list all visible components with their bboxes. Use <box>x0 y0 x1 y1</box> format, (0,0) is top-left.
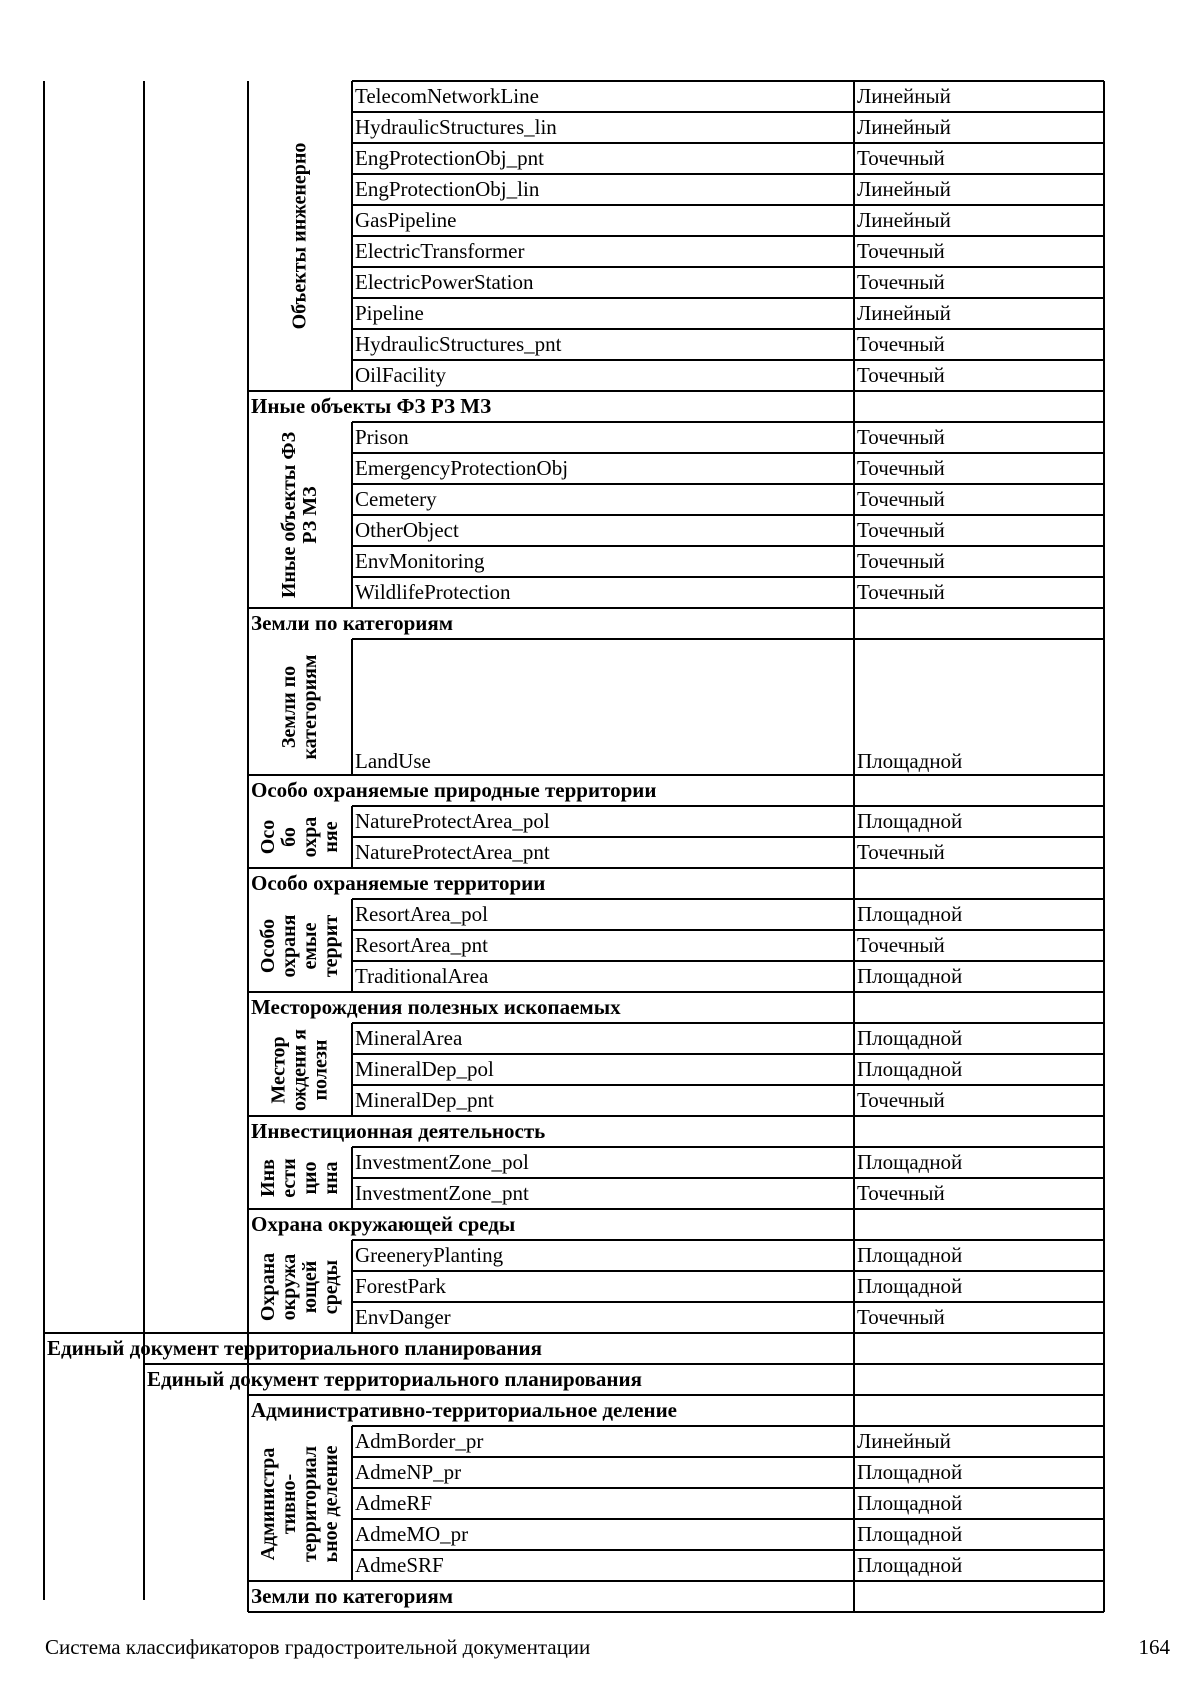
layer-name-cell: LandUse <box>355 749 431 773</box>
geometry-type-cell: Точечный <box>857 933 945 957</box>
geometry-type-cell: Площадной <box>857 1026 963 1050</box>
layer-name-cell: HydraulicStructures_pnt <box>355 332 562 356</box>
layer-name-cell: ForestPark <box>355 1274 446 1298</box>
footer-title: Система классификаторов градостроительной документации <box>45 1635 591 1659</box>
geometry-type-cell: Точечный <box>857 840 945 864</box>
layer-name-cell: GreeneryPlanting <box>355 1243 504 1267</box>
geometry-type-cell: Точечный <box>857 270 945 294</box>
layer-name-cell: TraditionalArea <box>355 964 489 988</box>
geometry-type-cell: Площадной <box>857 1057 963 1081</box>
layer-name-cell: EmergencyProtectionObj <box>355 456 569 480</box>
level2-header: Единый документ территориального планирования <box>147 1367 642 1391</box>
geometry-type-cell: Точечный <box>857 580 945 604</box>
geometry-type-cell: Точечный <box>857 146 945 170</box>
layer-name-cell: TelecomNetworkLine <box>355 84 539 108</box>
layer-name-cell: AdmeNP_pr <box>355 1460 462 1484</box>
layer-name-cell: AdmeMO_pr <box>355 1522 469 1546</box>
layer-name-cell: WildlifeProtection <box>355 580 511 604</box>
layer-name-cell: HydraulicStructures_lin <box>355 115 557 139</box>
group-side-label <box>248 81 352 391</box>
layer-name-cell: InvestmentZone_pol <box>355 1150 529 1174</box>
layer-name-cell: GasPipeline <box>355 208 457 232</box>
geometry-type-cell: Линейный <box>857 115 951 139</box>
geometry-type-cell: Линейный <box>857 84 951 108</box>
geometry-type-cell: Точечный <box>857 1305 945 1329</box>
layer-name-cell: AdmBorder_pr <box>355 1429 484 1453</box>
geometry-type-cell: Точечный <box>857 549 945 573</box>
layer-name-cell: Cemetery <box>355 487 437 511</box>
geometry-type-cell: Линейный <box>857 1429 951 1453</box>
group-side-label <box>248 1147 352 1209</box>
geometry-type-cell: Линейный <box>857 208 951 232</box>
layer-name-cell: MineralArea <box>355 1026 463 1050</box>
layer-name-cell: InvestmentZone_pnt <box>355 1181 529 1205</box>
layer-name-cell: EnvMonitoring <box>355 549 485 573</box>
group-side-label <box>248 1023 352 1116</box>
geometry-type-cell: Линейный <box>857 177 951 201</box>
geometry-type-cell: Площадной <box>857 1460 963 1484</box>
geometry-type-cell: Точечный <box>857 239 945 263</box>
group-side-label-text: Объекты инженерно <box>288 142 311 330</box>
layer-name-cell: NatureProtectArea_pnt <box>355 840 550 864</box>
geometry-type-cell: Точечный <box>857 363 945 387</box>
layer-name-cell: Prison <box>355 425 409 449</box>
geometry-type-cell: Площадной <box>857 1274 963 1298</box>
group-side-label-text: Охрана окружа ющей среды <box>257 1252 342 1321</box>
group-side-label <box>248 639 352 775</box>
layer-name-cell: EnvDanger <box>355 1305 451 1329</box>
geometry-type-cell: Площадной <box>857 1522 963 1546</box>
group-side-label <box>248 1426 352 1581</box>
layer-name-cell: OilFacility <box>355 363 446 387</box>
geometry-type-cell: Точечный <box>857 1181 945 1205</box>
layer-name-cell: ElectricPowerStation <box>355 270 534 294</box>
group-side-label-text: Земли по категориям <box>278 654 321 760</box>
geometry-type-cell: Площадной <box>857 1553 963 1577</box>
geometry-type-cell: Точечный <box>857 518 945 542</box>
geometry-type-cell: Площадной <box>857 749 963 773</box>
geometry-type-cell: Точечный <box>857 487 945 511</box>
layer-name-cell: Pipeline <box>355 301 424 325</box>
level1-header: Единый документ территориального планирования <box>47 1336 542 1360</box>
group-header: Инвестиционная деятельность <box>251 1119 546 1143</box>
layer-name-cell: ElectricTransformer <box>355 239 525 263</box>
group-side-label-text: Особо охраня емые террит <box>257 914 342 977</box>
group-header: Иные объекты ФЗ РЗ МЗ <box>251 394 492 418</box>
group-header: Земли по категориям <box>251 611 454 635</box>
geometry-type-cell: Линейный <box>857 301 951 325</box>
layer-name-cell: AdmeRF <box>355 1491 433 1515</box>
group-side-label-text: Инв ести цио нна <box>257 1158 342 1198</box>
group-side-label-text: Администра тивно- территориал ьное деление <box>257 1445 342 1562</box>
geometry-type-cell: Точечный <box>857 425 945 449</box>
group-side-label <box>248 422 352 608</box>
layer-name-cell: NatureProtectArea_pol <box>355 809 550 833</box>
layer-name-cell: EngProtectionObj_pnt <box>355 146 544 170</box>
group-side-label <box>248 899 352 992</box>
group-header: Месторождения полезных ископаемых <box>251 995 621 1019</box>
group-header: Особо охраняемые природные территории <box>251 778 657 802</box>
layer-name-cell: MineralDep_pol <box>355 1057 494 1081</box>
group-header: Охрана окружающей среды <box>251 1212 516 1236</box>
geometry-type-cell: Точечный <box>857 1088 945 1112</box>
group-side-label <box>248 1240 352 1333</box>
geometry-type-cell: Точечный <box>857 456 945 480</box>
layer-name-cell: EngProtectionObj_lin <box>355 177 540 201</box>
geometry-type-cell: Площадной <box>857 964 963 988</box>
group-header: Административно-территориальное деление <box>251 1398 677 1422</box>
layer-name-cell: ResortArea_pnt <box>355 933 488 957</box>
group-side-label-text: Иные объекты ФЗ РЗ МЗ <box>278 431 321 599</box>
geometry-type-cell: Площадной <box>857 1243 963 1267</box>
group-side-label <box>248 806 352 868</box>
group-header: Особо охраняемые территории <box>251 871 546 895</box>
geometry-type-cell: Точечный <box>857 332 945 356</box>
geometry-type-cell: Площадной <box>857 902 963 926</box>
geometry-type-cell: Площадной <box>857 1491 963 1515</box>
group-side-label-text: Осо бо охра няе <box>257 816 342 858</box>
layer-name-cell: AdmeSRF <box>355 1553 444 1577</box>
layer-name-cell: OtherObject <box>355 518 459 542</box>
group-side-label-text: Местор ождени я полезн <box>267 1028 332 1111</box>
layer-name-cell: ResortArea_pol <box>355 902 488 926</box>
group-header: Земли по категориям <box>251 1584 454 1608</box>
geometry-type-cell: Площадной <box>857 809 963 833</box>
layer-name-cell: MineralDep_pnt <box>355 1088 494 1112</box>
page-number: 164 <box>1138 1635 1170 1659</box>
geometry-type-cell: Площадной <box>857 1150 963 1174</box>
